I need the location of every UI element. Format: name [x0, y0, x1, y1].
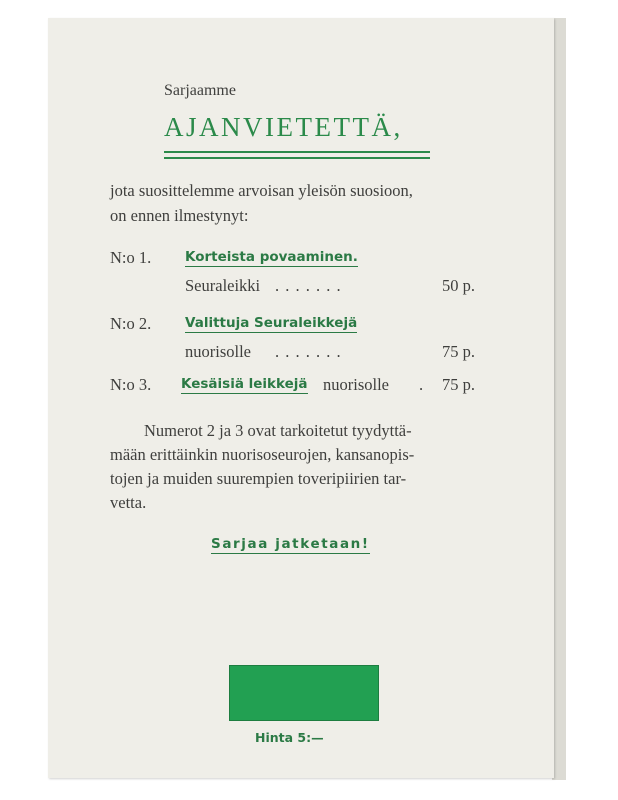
series-title: AJANVIETETTÄ, — [164, 112, 403, 142]
item-1-title: Korteista povaaminen. — [185, 249, 358, 265]
item-2-title: Valittuja Seuraleikkejä — [185, 315, 358, 331]
item-2-number: N:o 2. — [110, 314, 152, 333]
series-intro: Sarjaamme — [164, 82, 236, 99]
item-3-title: Kesäisiä leikkejä — [181, 376, 308, 392]
note-line-3: tojen ja muiden suurempien toveripiirien tar- — [110, 469, 407, 488]
green-label-box — [229, 665, 379, 721]
price-label: Hinta 5:— — [255, 730, 324, 745]
item-3-number: N:o 3. — [110, 375, 152, 394]
note-line-2: mään erittäinkin nuorisoseurojen, kansanopis- — [110, 445, 415, 464]
title-underline-top — [164, 151, 430, 153]
item-3-subtitle: nuorisolle — [323, 375, 389, 394]
item-1-dots: . . . . . . . — [275, 276, 342, 295]
item-2-subtitle: nuorisolle — [185, 342, 251, 361]
title-underline-bottom — [164, 157, 430, 159]
lead-line-1: jota suosittelemme arvoisan yleisön suosioon, — [110, 181, 413, 200]
item-2-price: 75 p. — [442, 342, 475, 361]
item-3-dots: . — [419, 375, 424, 394]
item-1-subtitle: Seuraleikki — [185, 276, 261, 295]
item-3-price: 75 p. — [442, 375, 475, 394]
item-1-number: N:o 1. — [110, 248, 152, 267]
book-back-cover — [48, 18, 554, 778]
item-2-dots: . . . . . . . — [275, 342, 342, 361]
lead-line-2: on ennen ilmestynyt: — [110, 206, 249, 225]
series-continues-notice: Sarjaa jatketaan! — [211, 536, 370, 552]
note-line-1: Numerot 2 ja 3 ovat tarkoitetut tyydyttä- — [144, 421, 412, 440]
note-line-4: vetta. — [110, 493, 147, 512]
book-spine-edge — [552, 18, 566, 780]
item-1-price: 50 p. — [442, 276, 475, 295]
